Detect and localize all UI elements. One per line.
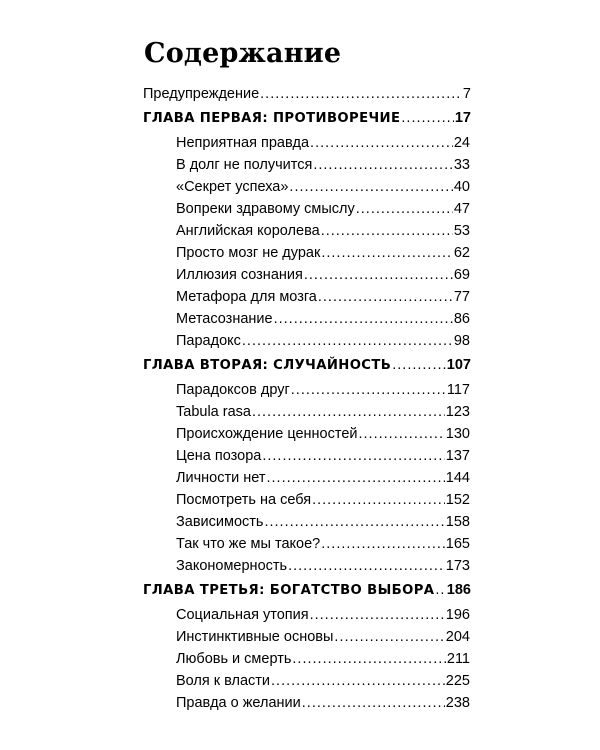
toc-entry-page: 7: [462, 86, 471, 102]
toc-chapter-1[interactable]: [143, 110, 471, 130]
toc-entry[interactable]: [176, 135, 470, 155]
toc-entry-page: 53: [453, 223, 470, 239]
toc-entry[interactable]: [176, 558, 470, 578]
dot-leader: [302, 695, 445, 711]
toc-entry[interactable]: [176, 470, 470, 490]
dot-leader: [392, 357, 446, 373]
dot-leader: [312, 492, 445, 508]
toc-entry-page: 130: [445, 426, 470, 442]
toc-chapter-2[interactable]: [143, 357, 471, 377]
dot-leader: [321, 536, 445, 552]
dot-leader: [310, 135, 453, 151]
toc-entry-title: В долг не получится: [176, 157, 313, 173]
toc-entry-title: Tabula rasa: [176, 404, 251, 420]
toc-entry[interactable]: [176, 536, 470, 556]
dot-leader: [267, 470, 445, 486]
toc-entry-page: 69: [453, 267, 470, 283]
dot-leader: [274, 311, 453, 327]
dot-leader: [356, 201, 453, 217]
dot-leader: [242, 333, 453, 349]
toc-entry[interactable]: [176, 629, 470, 649]
toc-entry-title: Инстинктивные основы: [176, 629, 334, 645]
toc-entry-title: Английская королева: [176, 223, 320, 239]
toc-entry-page: 137: [445, 448, 470, 464]
toc-entry-title: Неприятная правда: [176, 135, 310, 151]
dot-leader: [304, 267, 453, 283]
toc-entry-page: 204: [445, 629, 470, 645]
toc-entry-title: Личности нет: [176, 470, 266, 486]
toc-entry-page: 33: [453, 157, 470, 173]
toc-entry-title: Социальная утопия: [176, 607, 309, 623]
toc-entry[interactable]: [176, 267, 470, 287]
toc-chapter-title: ГЛАВА ВТОРАЯ: СЛУЧАЙНОСТЬ: [143, 358, 392, 373]
toc-entry-title: Так что же мы такое?: [176, 536, 321, 552]
toc-entry-page: 86: [453, 311, 470, 327]
toc-entry-title: Любовь и смерть: [176, 651, 292, 667]
dot-leader: [435, 582, 445, 598]
toc-entry[interactable]: [176, 311, 470, 331]
toc-entry-page: 238: [445, 695, 470, 711]
toc-chapter-3[interactable]: [143, 582, 471, 602]
dot-leader: [271, 673, 445, 689]
toc-entry-page: 225: [445, 673, 470, 689]
toc-entry-title: Иллюзия сознания: [176, 267, 303, 283]
toc-entry-page: 40: [453, 179, 470, 195]
toc-entry-page: 24: [453, 135, 470, 151]
toc-entry-page: 77: [453, 289, 470, 305]
toc-entry-title: Закономерность: [176, 558, 288, 574]
toc-entry-title: Правда о желании: [176, 695, 301, 711]
toc-entry-title: Просто мозг не дурак: [176, 245, 321, 261]
dot-leader: [401, 110, 453, 126]
dot-leader: [313, 157, 453, 173]
toc-entry-page: 117: [446, 382, 470, 398]
toc-entry-title: Метафора для мозга: [176, 289, 317, 305]
toc-chapter-page: 186: [446, 582, 471, 598]
toc-entry-page: 211: [446, 651, 470, 667]
dot-leader: [321, 245, 453, 261]
toc-entry-preface[interactable]: [143, 86, 471, 106]
dot-leader: [359, 426, 445, 442]
dot-leader: [321, 223, 453, 239]
toc-entry-page: 196: [445, 607, 470, 623]
dot-leader: [289, 179, 452, 195]
toc-entry-page: 47: [453, 201, 470, 217]
toc-entry[interactable]: [176, 201, 470, 221]
toc-entry[interactable]: [176, 333, 470, 353]
toc-entry[interactable]: [176, 157, 470, 177]
toc-entry[interactable]: [176, 448, 470, 468]
toc-entry-page: 62: [453, 245, 470, 261]
toc-entry[interactable]: [176, 492, 470, 512]
toc-entry[interactable]: [176, 695, 470, 715]
toc-entry[interactable]: [176, 607, 470, 627]
toc-entry-title: Вопреки здравому смыслу: [176, 201, 355, 217]
toc-entry[interactable]: [176, 426, 470, 446]
dot-leader: [252, 404, 445, 420]
toc-entry[interactable]: [176, 179, 470, 199]
toc-entry-title: Зависимость: [176, 514, 264, 530]
dot-leader: [264, 514, 444, 530]
toc-chapter-page: 107: [446, 357, 471, 373]
toc-entry-title: Предупреждение: [143, 86, 260, 102]
toc-entry[interactable]: [176, 289, 470, 309]
dot-leader: [292, 651, 445, 667]
toc-chapter-title: ГЛАВА ТРЕТЬЯ: БОГАТСТВО ВЫБОРА: [143, 583, 435, 598]
dot-leader: [310, 607, 445, 623]
toc-entry-page: 98: [453, 333, 470, 349]
dot-leader: [260, 86, 462, 102]
toc-entry-page: 158: [445, 514, 470, 530]
toc-entry[interactable]: [176, 404, 470, 424]
toc-entry[interactable]: [176, 514, 470, 534]
toc-chapter-title: ГЛАВА ПЕРВАЯ: ПРОТИВОРЕЧИЕ: [143, 111, 401, 126]
toc-entry-title: Метасознание: [176, 311, 273, 327]
toc-entry[interactable]: [176, 245, 470, 265]
toc-entry-title: Воля к власти: [176, 673, 271, 689]
toc-entry[interactable]: [176, 651, 470, 671]
dot-leader: [291, 382, 446, 398]
toc-entry[interactable]: [176, 382, 470, 402]
toc-chapter-page: 17: [454, 110, 471, 126]
toc-entry[interactable]: [176, 223, 470, 243]
dot-leader: [288, 558, 445, 574]
toc-entry-page: 173: [445, 558, 470, 574]
dot-leader: [262, 448, 444, 464]
toc-entry-title: Парадоксов друг: [176, 382, 290, 398]
toc-entry-title: Парадокс: [176, 333, 241, 349]
toc-entry-title: Цена позора: [176, 448, 262, 464]
dot-leader: [334, 629, 444, 645]
toc-entry[interactable]: [176, 673, 470, 693]
dot-leader: [318, 289, 453, 305]
toc-entry-page: 144: [445, 470, 470, 486]
page-title: Содержание: [144, 38, 342, 69]
toc-entry-title: Посмотреть на себя: [176, 492, 312, 508]
toc-entry-title: Происхождение ценностей: [176, 426, 358, 442]
toc-entry-title: «Секрет успеха»: [176, 179, 289, 195]
toc-entry-page: 152: [445, 492, 470, 508]
toc-entry-page: 165: [445, 536, 470, 552]
toc-entry-page: 123: [445, 404, 470, 420]
